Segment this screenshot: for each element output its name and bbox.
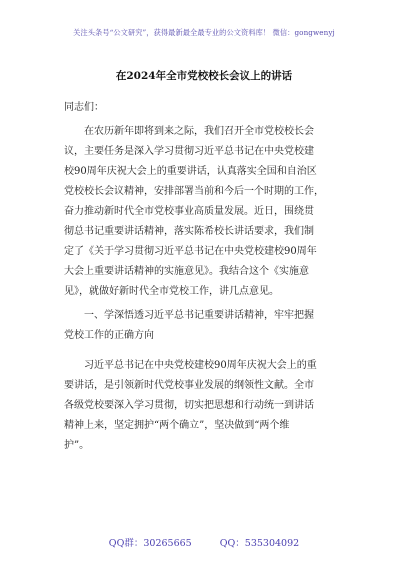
paragraph-line: 大会上重要讲话精神的实施意见》。我结合这个《实施意 xyxy=(64,266,309,277)
paragraph-line: 习近平总书记在中央党校建校90周年庆祝大会上的重 xyxy=(84,360,317,371)
paragraph-line: 护”。 xyxy=(64,440,90,451)
paragraph-intro xyxy=(64,122,354,302)
paragraph-line: 要讲话，是引领新时代党校事业发展的纲领性文献。全市 xyxy=(64,380,314,391)
paragraph-line: 奋力推动新时代全市党校事业高质量发展。近日，围绕贯 xyxy=(64,206,314,217)
heading-line: 一、学深悟透习近平总书记重要讲话精神，牢牢把握 xyxy=(84,310,314,321)
section-heading-1 xyxy=(64,306,354,346)
paragraph-line: 议，主要任务是深入学习贯彻习近平总书记在中央党校建 xyxy=(64,146,314,157)
paragraph-line: 精神上来，坚定拥护“两个确立”，坚决做到“两个维 xyxy=(64,420,290,431)
paragraph-line: 见》，就做好新时代全市党校工作，讲几点意见。 xyxy=(64,286,279,297)
footer-contact xyxy=(0,535,408,549)
salutation: 同志们： xyxy=(64,102,104,113)
footer-qq-group: QQ群：30265665 xyxy=(108,538,192,549)
paragraph-line: 各级党校要深入学习贯彻，切实把思想和行动统一到讲话 xyxy=(64,400,314,411)
paragraph-section1 xyxy=(64,356,354,456)
paragraph-line: 校90周年庆祝大会上的重要讲话，认真落实全国和自治区 xyxy=(64,166,317,177)
heading-line: 党校工作的正确方向 xyxy=(64,330,154,341)
header-banner: 关注头条号“公文研究”，获得最新最全最专业的公文资料库！ 微信：gongwenyj xyxy=(73,28,335,37)
document-title: 在2024年全市党校校长会议上的讲话 xyxy=(115,70,293,82)
footer-qq: QQ：535304092 xyxy=(219,538,300,549)
paragraph-line: 党校校长会议精神，安排部署当前和今后一个时期的工作， xyxy=(64,186,324,197)
paragraph-line: 定了《关于学习贯彻习近平总书记在中央党校建校90周年 xyxy=(64,246,317,257)
paragraph-line: 彻总书记重要讲话精神，落实陈希校长讲话要求，我们制 xyxy=(64,226,314,237)
paragraph-line: 在农历新年即将到来之际，我们召开全市党校校长会 xyxy=(84,126,314,137)
